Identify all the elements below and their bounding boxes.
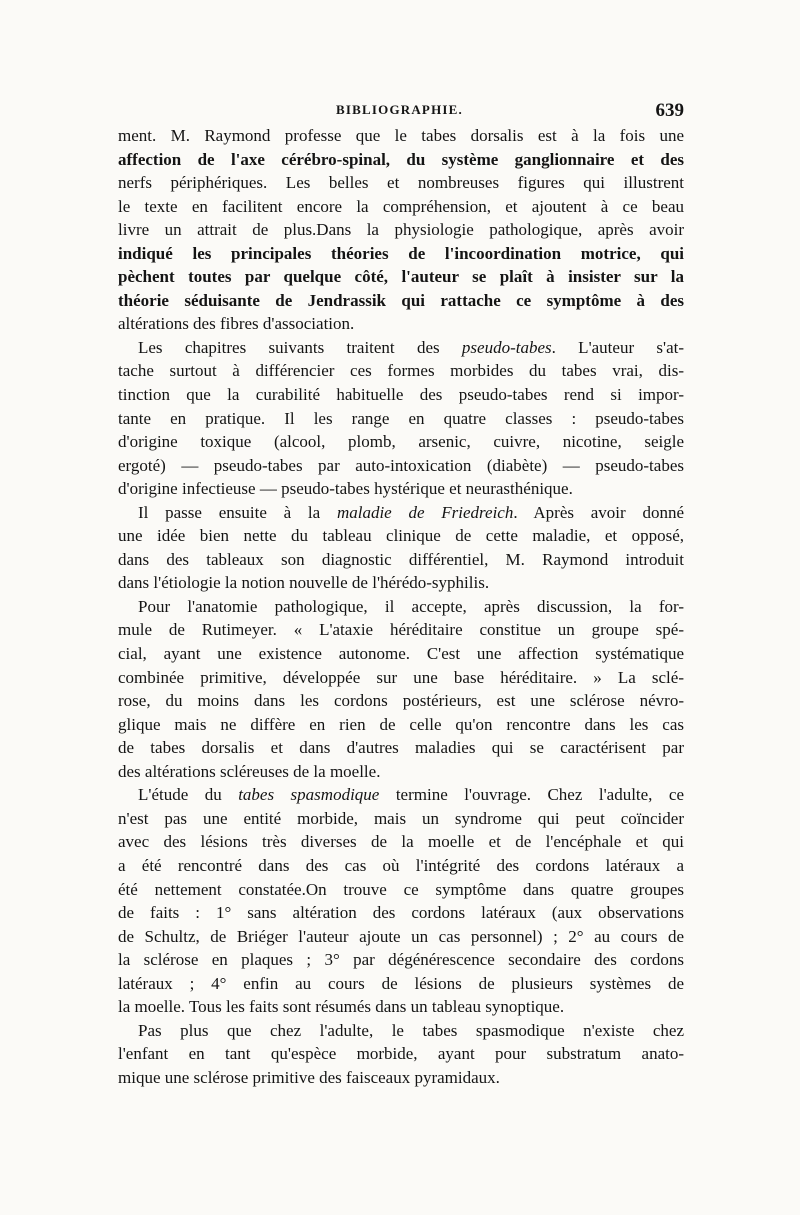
text-line: pèchent toutes par quelque côté, l'auteur se plaît à insister sur la: [118, 267, 684, 287]
text-segment: Les chapitres suivants traitent des: [138, 337, 462, 357]
text-line: altérations des fibres d'association.: [118, 314, 355, 334]
text-line: ergoté) — pseudo-tabes par auto-intoxication (diabète) — pseudo-tabes: [118, 455, 684, 475]
text-line: n'est pas une entité morbide, mais un syndrome qui peut coïncider: [118, 808, 684, 828]
text-segment: L'étude du: [138, 785, 239, 805]
text-line: [118, 336, 684, 360]
text-segment: . Après avoir donné: [513, 502, 684, 522]
text-line: Pas plus que chez l'adulte, le tabes spasmodique n'existe chez: [138, 1020, 684, 1040]
text-line: de Schultz, de Briéger l'auteur ajoute un cas personnel) ; 2° au cours de: [118, 926, 684, 946]
text-line: combinée primitive, développée sur une base héréditaire. » La sclé-: [118, 667, 684, 687]
italic-term: maladie de Friedreich: [336, 502, 514, 522]
text-line: mique une sclérose primitive des faisceaux pyramidaux.: [118, 1067, 500, 1087]
text-line: latéraux ; 4° enfin au cours de lésions de plusieurs systèmes de: [118, 973, 684, 993]
text-line: affection de l'axe cérébro-spinal, du système ganglionnaire et des: [118, 149, 684, 169]
text-line: une idée bien nette du tableau clinique de cette maladie, et opposé,: [118, 526, 684, 546]
text-line: l'enfant en tant qu'espèce morbide, ayant pour substratum anato-: [118, 1044, 684, 1064]
text-line: la sclérose en plaques ; 3° par dégénérescence secondaire des cordons: [118, 950, 684, 970]
text-line: cial, ayant une existence autonome. C'est une affection systématique: [118, 644, 684, 664]
text-line: dans l'étiologie la notion nouvelle de l'hérédo-syphilis.: [118, 573, 490, 593]
text-line: tinction que la curabilité habituelle des pseudo-tabes rend si impor-: [118, 385, 684, 405]
running-header: [118, 100, 684, 124]
text-line: avec des lésions très diverses de la moelle et de l'encéphale et qui: [118, 832, 684, 852]
text-line: Pour l'anatomie pathologique, il accepte, après discussion, la for-: [138, 596, 684, 616]
text-line: le texte en facilitent encore la compréhension, et ajoutent à ce beau: [118, 196, 684, 216]
text-line: [118, 501, 684, 525]
text-line: [118, 783, 684, 807]
text-line: mule de Rutimeyer. « L'ataxie héréditaire constitue un groupe spé-: [118, 620, 684, 640]
italic-term: pseudo-tabes: [461, 337, 552, 357]
body-text: [118, 124, 684, 1089]
text-line: la moelle. Tous les faits sont résumés dans un tableau synoptique.: [118, 997, 565, 1017]
text-line: tache surtout à différencier ces formes morbides du tabes vrai, dis-: [118, 361, 684, 381]
text-segment: termine l'ouvrage. Chez l'adulte, ce: [379, 785, 684, 805]
text-line: des altérations scléreuses de la moelle.: [118, 761, 381, 781]
text-line: nerfs périphériques. Les belles et nombreuses figures qui illustrent: [118, 173, 684, 193]
text-line: indiqué les principales théories de l'incoordination motrice, qui: [118, 243, 684, 263]
text-line: tante en pratique. Il les range en quatre classes : pseudo-tabes: [118, 408, 684, 428]
text-segment: Il passe ensuite à la: [138, 502, 337, 522]
text-line: a été rencontré dans des cas où l'intégrité des cordons latéraux a: [118, 855, 684, 875]
text-line: dans des tableaux son diagnostic différentiel, M. Raymond introduit: [118, 549, 684, 569]
text-line: d'origine toxique (alcool, plomb, arsenic, cuivre, nicotine, seigle: [118, 432, 684, 452]
text-line: de tabes dorsalis et dans d'autres maladies qui se caractérisent par: [118, 738, 684, 758]
italic-term: tabes spasmodique: [238, 785, 380, 805]
text-line: de faits : 1° sans altération des cordons latéraux (aux observations: [118, 903, 684, 923]
page-number: 639: [655, 100, 684, 121]
text-line: rose, du moins dans les cordons postérieurs, est une sclérose névro-: [118, 691, 684, 711]
text-segment: . L'auteur s'at-: [551, 337, 684, 357]
text-line: ment. M. Raymond professe que le tabes dorsalis est à la fois une: [118, 126, 684, 145]
text-line: d'origine infectieuse — pseudo-tabes hystérique et neurasthénique.: [118, 479, 573, 499]
running-title: BIBLIOGRAPHIE.: [336, 102, 463, 117]
text-line: théorie séduisante de Jendrassik qui rattache ce symptôme à des: [118, 290, 684, 310]
text-line: été nettement constatée.On trouve ce symptôme dans quatre groupes: [118, 879, 684, 899]
text-line: livre un attrait de plus.Dans la physiologie pathologique, après avoir: [118, 220, 684, 240]
text-line: glique mais ne diffère en rien de celle qu'on rencontre dans les cas: [118, 714, 684, 734]
